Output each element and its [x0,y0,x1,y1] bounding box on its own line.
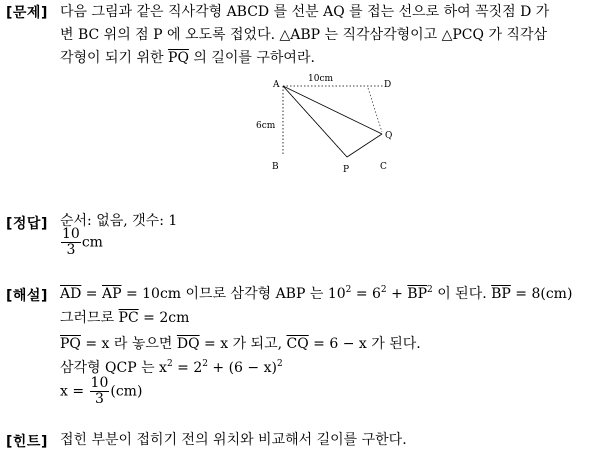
vertex-p: P [343,165,350,175]
fraction-numerator: 10 [62,226,80,242]
text: 삼각형 QCP 는 x [60,360,167,376]
segment-bp: $\overline{BP}$ [491,286,511,302]
text: 그러므로 [60,310,119,326]
folding-diagram [258,70,398,180]
text: = 2cm [138,310,190,326]
answer-value [60,227,103,258]
hint-line-1: 접힌 부분이 접히기 전의 위치와 비교해서 길이를 구한다. [60,432,407,448]
text: = 2 [172,360,203,376]
text: + [386,286,408,302]
vertex-q: Q [385,131,393,141]
exponent: 2 [345,285,352,295]
exponent: 2 [427,285,433,295]
text: (cm) [110,383,143,400]
exponent: 2 [276,359,283,369]
text: = x 가 되고, [199,336,287,352]
fraction-denominator: 3 [66,242,76,258]
text: = 6 [351,286,381,302]
vertex-d: D [384,80,392,90]
vertex-c: C [380,162,387,172]
explanation-line-5 [60,376,142,407]
text: = [81,286,102,302]
explanation-line-1 [60,284,572,304]
segment-pc: $\overline{PC}$ [118,310,139,326]
segment-bp: $\overline{BP}$ [407,286,428,302]
answer-line-1: 순서: 없음, 갯수: 1 [60,213,178,229]
segment-cq: $\overline{CQ}$ [286,336,309,352]
length-ab-label: 6cm [256,121,276,131]
vertex-b: B [272,162,279,172]
hint-label: [힌트] [6,434,48,450]
segment-dq: $\overline{DQ}$ [176,336,200,352]
segment-aq [283,86,382,134]
answer-fraction [61,227,81,258]
length-ad-label: 10cm [308,74,334,84]
segment-pq: $\overline{PQ}$ [60,336,81,352]
explanation-line-3 [60,334,421,354]
result-fraction [90,376,110,407]
explanation-line-2 [60,308,189,328]
answer-unit: cm [81,234,103,251]
problem-line-3 [60,48,315,68]
edge-dq [368,88,382,132]
problem-text: 각형이 되기 위한 [60,50,169,66]
exponent: 2 [202,359,208,369]
segment-ap: $\overline{AP}$ [101,286,122,302]
fraction-numerator: 10 [90,375,109,391]
text: 이 된다. [432,286,492,302]
text: + (6 − x) [207,360,277,376]
explanation-label: [해설] [6,288,48,304]
text: = 8(cm) [510,286,573,302]
segment-pq: $\overline{PQ}$ [168,50,189,66]
problem-line-2: 변 BC 위의 점 P 에 오도록 접었다. △ABP 는 직각삼각형이고 △PCQ 가 직각삼 [60,27,547,43]
text: x = [60,383,89,400]
text: = x 라 놓으면 [80,336,177,352]
fraction-denominator: 3 [94,391,104,407]
exponent: 2 [166,359,173,369]
answer-label: [정답] [6,216,48,232]
text: = 6 − x 가 된다. [308,336,421,352]
exponent: 2 [380,285,387,295]
text: = 10cm 이므로 삼각형 ABP 는 10 [121,286,346,302]
vertex-a: A [273,80,280,90]
segment-pq-line [347,134,382,157]
segment-ad: $\overline{AD}$ [60,286,82,302]
problem-text: 의 길이를 구하여라. [188,50,315,66]
problem-line-1: 다음 그림과 같은 직사각형 ABCD 를 선분 AQ 를 접는 선으로 하여 꼭짓점 D 가 [60,4,550,20]
problem-label: [문제] [6,5,48,21]
